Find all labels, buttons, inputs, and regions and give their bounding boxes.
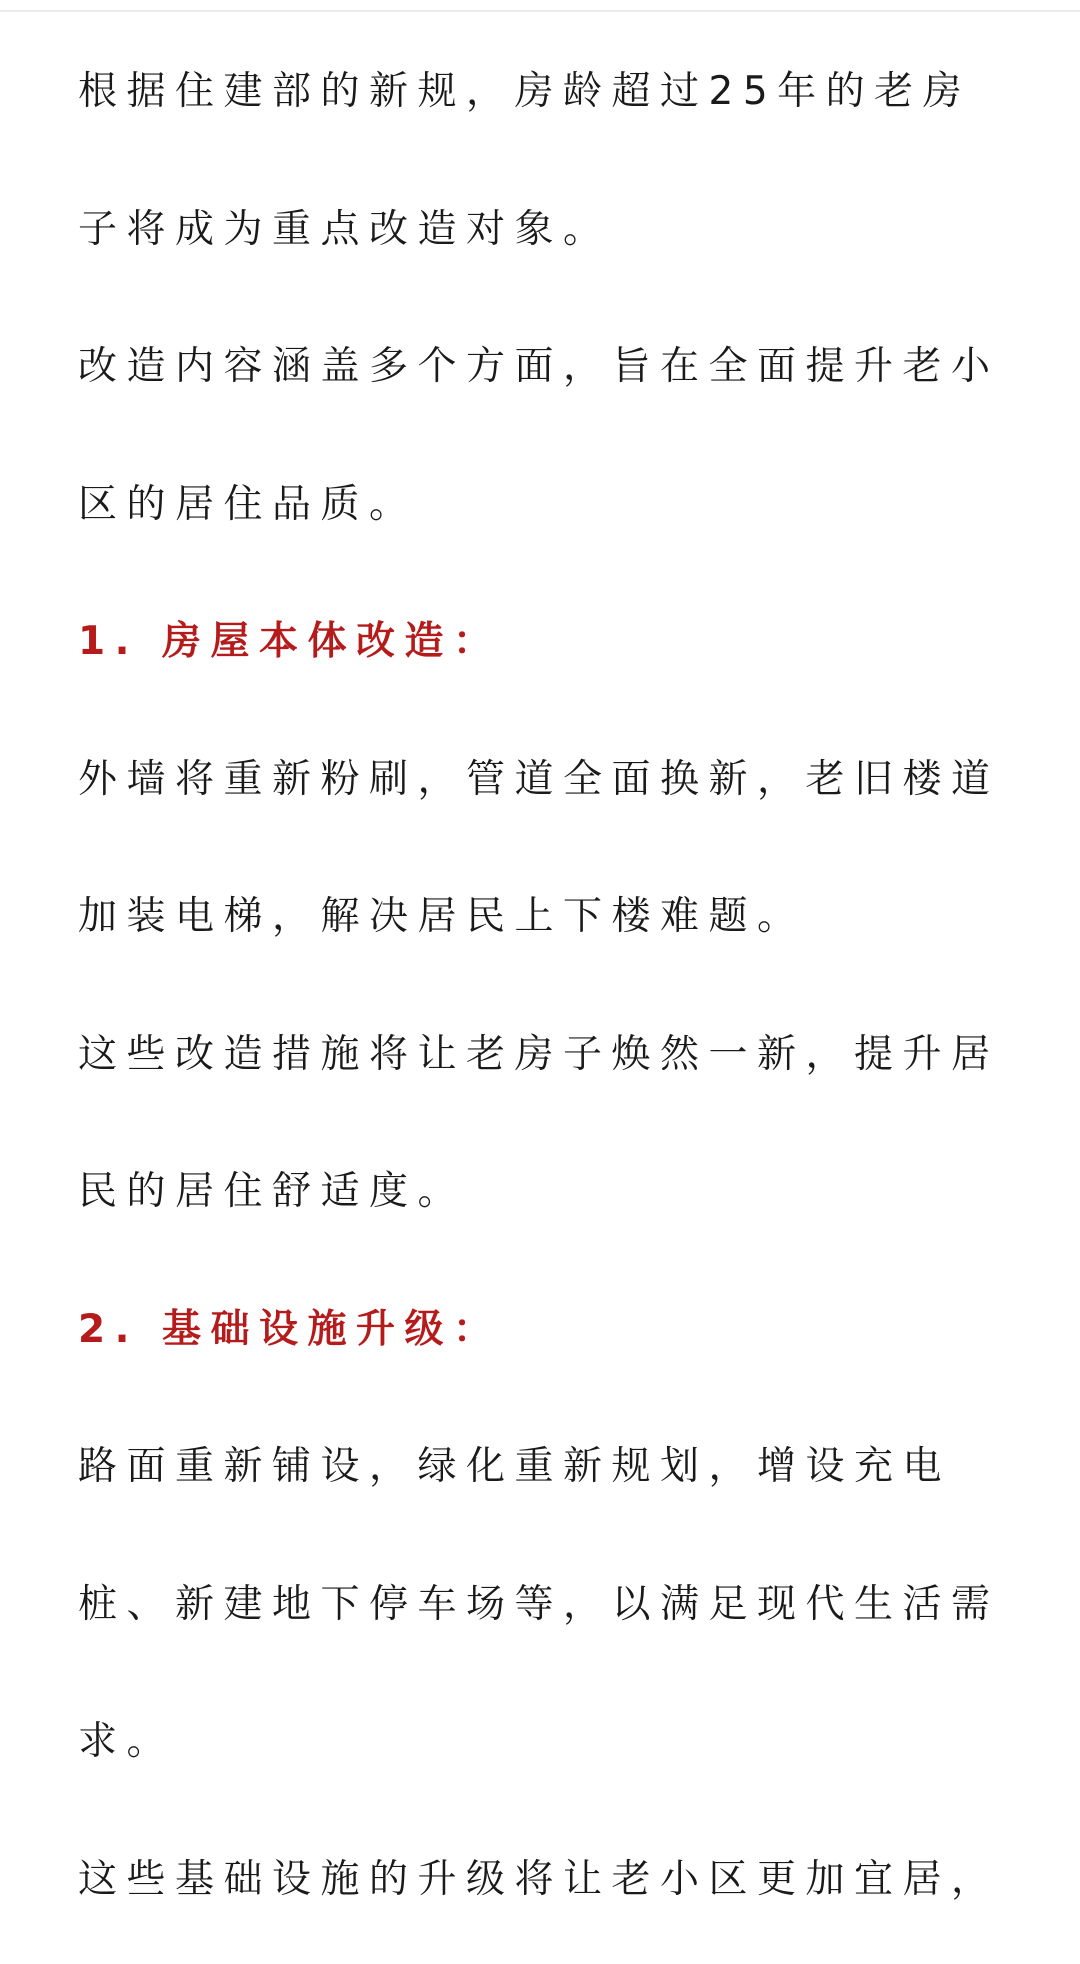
section-heading-infrastructure	[78, 1261, 1013, 1399]
heading-text: 1. 房屋本体改造：	[78, 619, 502, 664]
housing-effect-paragraph	[78, 986, 1013, 1261]
text-line: 求。	[78, 1719, 176, 1764]
infrastructure-paragraph	[78, 1398, 1013, 1811]
text-line: 区的居住品质。	[78, 481, 418, 527]
text-line: 路面重新铺设，绿化重新规划，增设充电	[78, 1444, 952, 1489]
section-heading-housing	[78, 573, 1013, 711]
text-line: 改造内容涵盖多个方面，旨在全面提升老小	[78, 344, 1000, 389]
text-line: 加装电梯，解决居民上下楼难题。	[78, 894, 806, 939]
text-line: 这些基础设施的升级将让老小区更加宜居，	[78, 1856, 1000, 1902]
text-line: 外墙将重新粉刷，管道全面换新，老旧楼道	[78, 756, 1000, 802]
text-line: 子将成为重点改造对象。	[78, 206, 612, 252]
housing-paragraph	[78, 711, 1013, 986]
text-line: 根据住建部的新规，房龄超过25年的老房	[78, 69, 972, 114]
scope-paragraph	[78, 298, 1013, 573]
top-divider	[0, 10, 1080, 12]
infrastructure-effect-paragraph	[78, 1811, 1013, 1949]
heading-text: 2. 基础设施升级：	[78, 1306, 502, 1352]
intro-paragraph	[78, 23, 1013, 298]
text-line: 这些改造措施将让老房子焕然一新，提升居	[78, 1031, 1000, 1077]
text-line: 桩、新建地下停车场等，以满足现代生活需	[78, 1581, 1000, 1627]
article-body	[78, 23, 1013, 1948]
text-line: 民的居住舒适度。	[78, 1169, 467, 1214]
